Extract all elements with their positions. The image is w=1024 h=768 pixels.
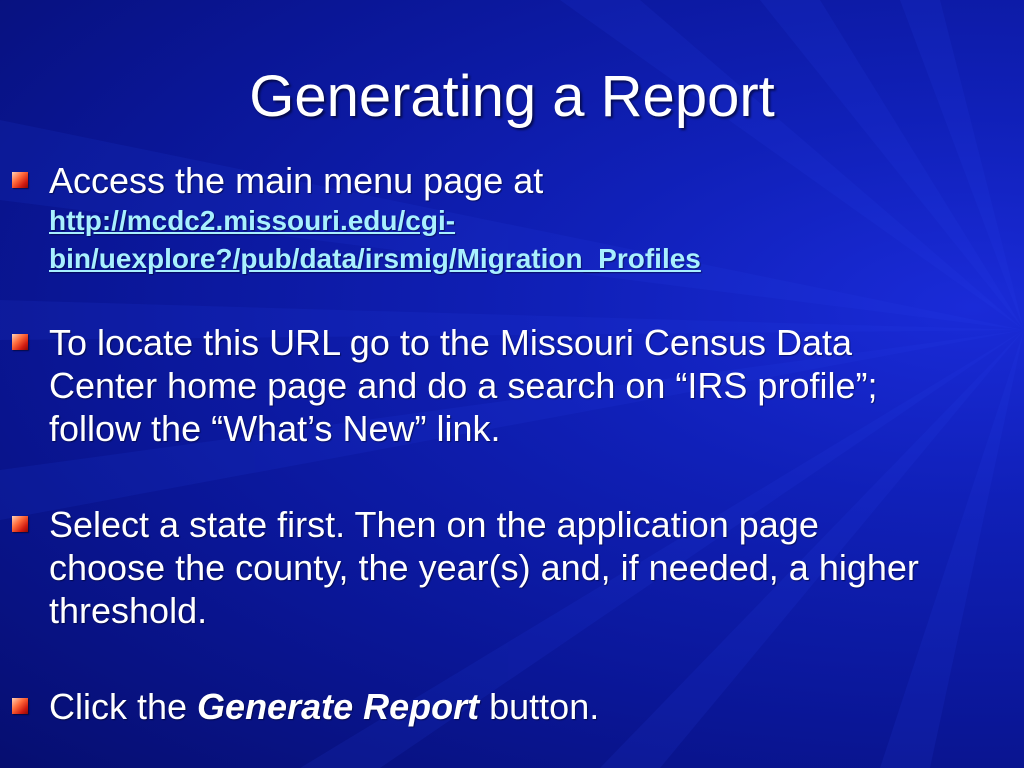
bullet-square-icon — [12, 516, 28, 532]
bullet-square-icon — [12, 334, 28, 350]
bullet-2 — [12, 334, 38, 360]
link-line-2: bin/uexplore?/pub/data/irsmig/Migration_Profiles — [49, 243, 701, 274]
link-line-1: http://mcdc2.missouri.edu/cgi- — [49, 205, 456, 236]
bullet-3-text — [49, 503, 919, 632]
bullet-3-line-1: Select a state first. Then on the application page — [49, 504, 819, 545]
bullet-square-icon — [12, 698, 28, 714]
bullet-2-text — [49, 321, 877, 450]
migration-profiles-link[interactable] — [49, 202, 701, 278]
generate-report-emphasis: Generate Report — [197, 686, 480, 727]
bullet-3-line-3: threshold. — [49, 590, 208, 631]
bullet-1-text — [49, 159, 701, 278]
bullet-2-line-3: follow the “What’s New” link. — [49, 408, 501, 449]
bullet-2-line-2: Center home page and do a search on “IRS profile”; — [49, 365, 878, 406]
bullet-1-label: Access the main menu page at — [49, 160, 544, 201]
bullet-3 — [12, 516, 38, 542]
bullet-2-line-1: To locate this URL go to the Missouri Census Data — [49, 322, 853, 363]
bullet-3-line-2: choose the county, the year(s) and, if needed, a higher — [49, 547, 919, 588]
bullet-4-suffix: button. — [479, 686, 600, 727]
bullet-4-prefix: Click the — [49, 686, 198, 727]
slide-title: Generating a Report — [249, 64, 775, 129]
bullet-4-text — [49, 685, 599, 728]
bullet-1 — [12, 172, 38, 198]
bullet-4 — [12, 698, 38, 724]
bullet-square-icon — [12, 172, 28, 188]
